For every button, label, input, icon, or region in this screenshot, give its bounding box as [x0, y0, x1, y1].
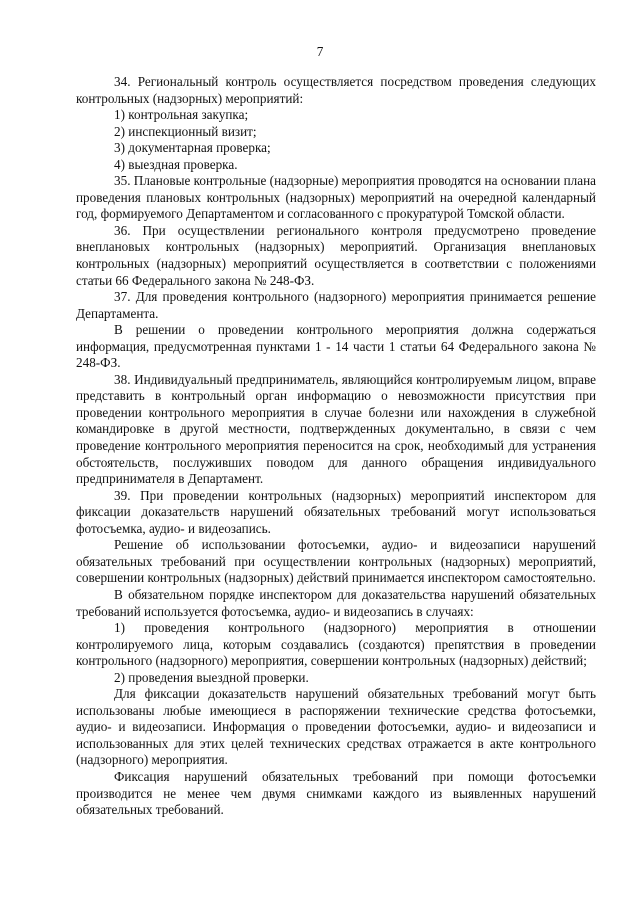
- paragraph-39-mandatory: В обязательном порядке инспектором для доказательства нарушений обязательных требований используется фотосъемка, аудио- и видеозапись в случаях:: [76, 586, 596, 619]
- list-item-control-purchase: 1) контрольная закупка;: [114, 107, 249, 123]
- paragraph-39-technical-means: Для фиксации доказательств нарушений обязательных требований могут быть использованы любые имеющиеся в распоряжении технические средства фотосъемки, аудио- и видеозаписи. Информация о проведении фотосъемки, аудио- и видеозаписи и использованных для этих целей технических средствах отражается в акте контрольного (надзорного) мероприятия.: [76, 686, 596, 768]
- list-item-obstruction-case: 1) проведения контрольного (надзорного) мероприятия в отношении контролируемого лица, которым создавались (создаются) препятствия в проведении контрольного (надзорного) мероприятия, совершении контрольных (надзорных) действий;: [76, 620, 596, 669]
- paragraph-34: 34. Региональный контроль осуществляется посредством проведения следующих контрольных (надзорных) мероприятий:: [76, 74, 596, 106]
- paragraph-37: 37. Для проведения контрольного (надзорного) мероприятия принимается решение Департамента.: [76, 289, 596, 321]
- paragraph-37-decision: В решении о проведении контрольного мероприятия должна содержаться информация, предусмотренная пунктами 1 - 14 части 1 статьи 64 Федерального закона № 248-ФЗ.: [76, 322, 596, 371]
- page-number: 7: [316, 44, 324, 59]
- list-item-documentary-check: 3) документарная проверка;: [114, 140, 271, 156]
- list-item-inspection-visit: 2) инспекционный визит;: [114, 123, 257, 139]
- paragraph-38: 38. Индивидуальный предприниматель, являющийся контролируемым лицом, вправе представить в контрольный орган информацию о невозможности присутствия при проведении контрольного мероприятия в случае болезни или нахождения в служебной командировке в другой местности, подтвержденных документально, в связи с чем проведение контрольного мероприятия переносится на срок, необходимый для устранения обстоятельств, послуживших поводом для данного обращения индивидуального предпринимателя в Департамент.: [76, 371, 596, 487]
- paragraph-39: 39. При проведении контрольных (надзорных) мероприятий инспектором для фиксации доказательств нарушений обязательных требований могут использоваться фотосъемка, аудио- и видеозапись.: [76, 487, 596, 536]
- list-item-field-check: 4) выездная проверка.: [114, 156, 238, 172]
- paragraph-36: 36. При осуществлении регионального контроля предусмотрено проведение внеплановых контрольных (надзорных) мероприятий. Организация внеплановых контрольных (надзорных) мероприятий осуществляется в соответствии с положениями статьи 66 Федерального закона № 248-ФЗ.: [76, 222, 596, 288]
- paragraph-35: 35. Плановые контрольные (надзорные) мероприятия проводятся на основании плана проведения плановых контрольных (надзорных) мероприятий на очередной календарный год, формируемого Департаментом и согласованного с прокуратурой Томской области.: [76, 173, 596, 222]
- paragraph-39-decision: Решение об использовании фотосъемки, аудио- и видеозаписи нарушений обязательных требований при осуществлении контрольных (надзорных) мероприятий, совершении контрольных (надзорных) действий принимается инспектором самостоятельно.: [76, 537, 596, 586]
- list-item-field-check-case: 2) проведения выездной проверки.: [114, 669, 309, 685]
- document-body: [76, 74, 596, 819]
- paragraph-39-photo-fixation: Фиксация нарушений обязательных требований при помощи фотосъемки производится не менее чем двумя снимками каждого из выявленных нарушений обязательных требований.: [76, 768, 596, 818]
